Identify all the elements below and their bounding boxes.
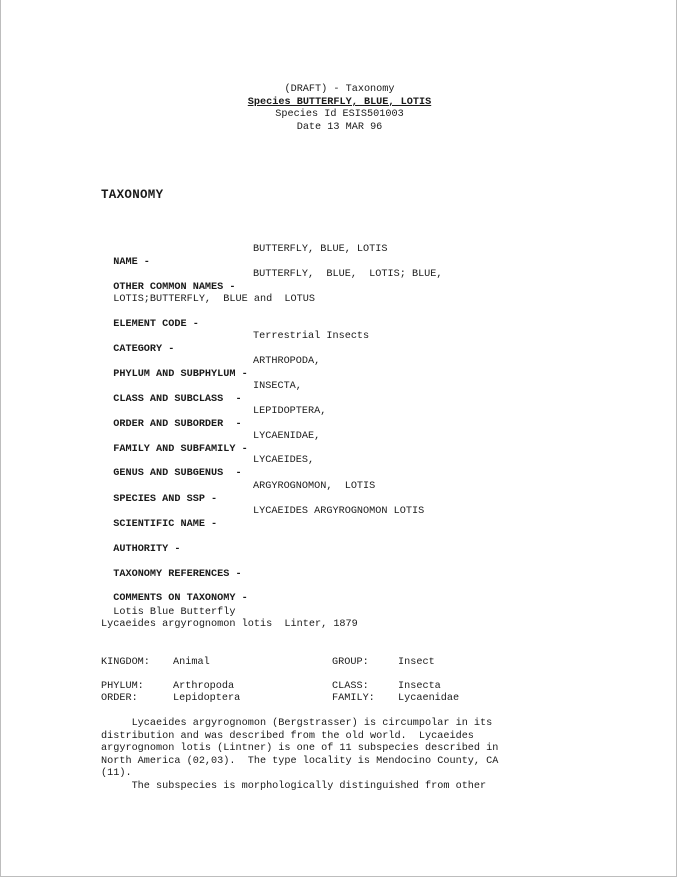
group-label: GROUP: (332, 657, 369, 668)
field-value: LYCAENIDAE, (253, 431, 321, 442)
field-label: COMMENTS ON TAXONOMY - (113, 592, 248, 604)
field-label: CATEGORY - (113, 343, 175, 355)
field-value: INSECTA, (253, 381, 302, 392)
class-label: CLASS: (332, 681, 369, 692)
order-value: Lepidoptera (173, 693, 241, 704)
field-label: SPECIES AND SSP - (113, 493, 218, 505)
field-label: SCIENTIFIC NAME - (113, 518, 218, 530)
field-label: ORDER AND SUBORDER - (113, 418, 242, 430)
field-value: Lotis Blue Butterfly (113, 606, 236, 618)
field-label: FAMILY AND SUBFAMILY - (113, 443, 248, 455)
field-comments-value (101, 594, 236, 619)
paragraph-line: distribution and was described from the old world. Lycaeides (101, 730, 474, 742)
paragraph-line: North America (02,03). The type locality is Mendocino County, CA (101, 755, 499, 767)
phylum-value: Arthropoda (173, 681, 235, 692)
field-value: ARGYROGNOMON, LOTIS (253, 481, 376, 492)
family-label: FAMILY: (332, 693, 375, 704)
document-date: Date 13 MAR 96 (296, 121, 383, 133)
field-other-common-names-cont (101, 281, 315, 306)
document-header (0, 84, 679, 134)
paragraph-line: (11). (101, 768, 132, 779)
field-label: NAME - (113, 256, 150, 268)
field-value: Terrestrial Insects (253, 331, 370, 342)
field-value: LYCAEIDES, (253, 455, 315, 466)
field-authority (101, 531, 180, 556)
paragraph-line: argyrognomon lotis (Lintner) is one of 11 subspecies described in (101, 743, 499, 754)
field-value-continued: LOTIS;BUTTERFLY, BLUE and LOTUS (113, 293, 315, 305)
field-value: LEPIDOPTERA, (253, 406, 327, 417)
paragraph-line: The subspecies is morphologically distinguished from other (101, 780, 487, 792)
kingdom-value: Animal (173, 657, 210, 668)
field-element-code (101, 306, 199, 331)
field-label: ELEMENT CODE - (113, 318, 199, 330)
field-label: TAXONOMY REFERENCES - (113, 568, 242, 580)
field-value: ARTHROPODA, (253, 356, 321, 367)
kingdom-label: KINGDOM: (101, 657, 150, 668)
draft-line: (DRAFT) - Taxonomy (284, 84, 395, 95)
group-value: Insect (398, 657, 435, 668)
field-value: BUTTERFLY, BLUE, LOTIS (253, 244, 388, 255)
family-value: Lycaenidae (398, 693, 460, 704)
phylum-label: PHYLUM: (101, 681, 144, 692)
species-id: Species Id ESIS501003 (275, 109, 404, 121)
field-label: PHYLUM AND SUBPHYLUM - (113, 368, 248, 380)
class-value: Insecta (398, 681, 441, 692)
field-taxonomy-references (101, 556, 242, 581)
field-label: GENUS AND SUBGENUS - (113, 467, 242, 479)
field-value: BUTTERFLY, BLUE, LOTIS; BLUE, (253, 269, 443, 280)
field-label: OTHER COMMON NAMES - (113, 281, 236, 293)
binomial-line: Lycaeides argyrognomon lotis Linter, 1879 (101, 619, 358, 630)
paragraph-line: Lycaeides argyrognomon (Bergstrasser) is circumpolar in its (101, 718, 493, 729)
field-label: AUTHORITY - (113, 543, 181, 555)
order-label: ORDER: (101, 693, 138, 704)
species-title: Species BUTTERFLY, BLUE, LOTIS (247, 96, 432, 108)
field-label: CLASS AND SUBCLASS - (113, 393, 242, 405)
field-value: LYCAEIDES ARGYROGNOMON LOTIS (253, 506, 425, 517)
section-title: TAXONOMY (101, 188, 164, 202)
